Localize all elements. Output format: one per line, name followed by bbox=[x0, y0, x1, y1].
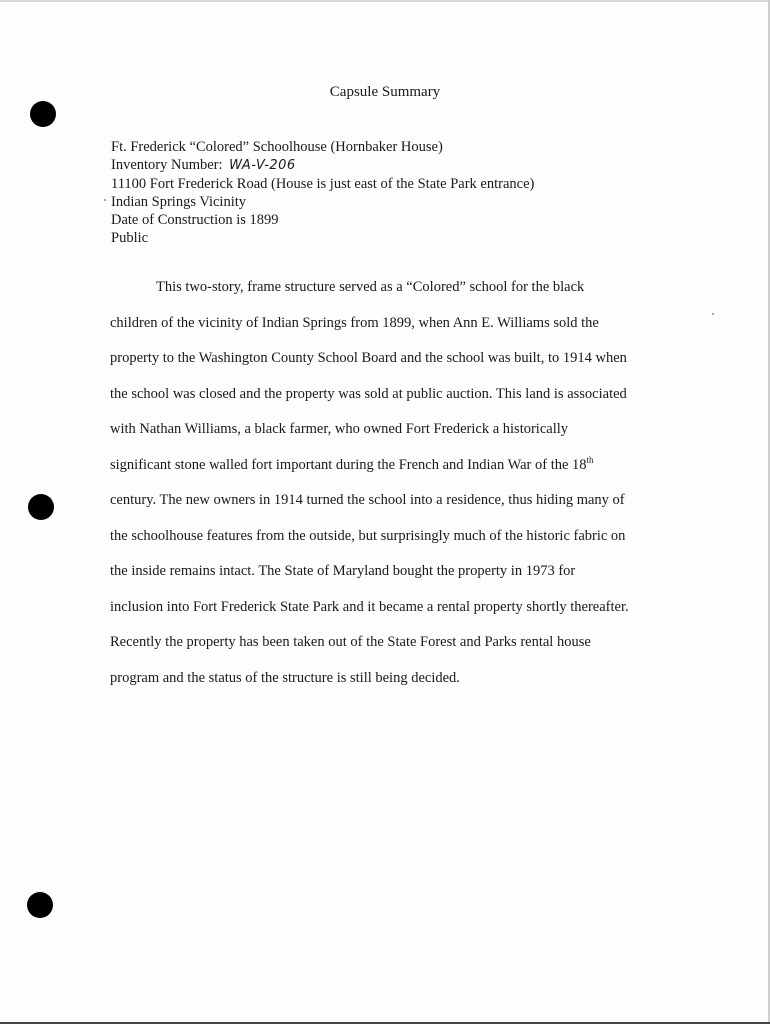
body-line: children of the vicinity of Indian Springs from 1899, when Ann E. Williams sold the bbox=[110, 314, 599, 331]
punch-hole-top bbox=[30, 101, 56, 127]
header-block bbox=[111, 138, 534, 247]
body-line: inclusion into Fort Frederick State Park and it became a rental property shortly thereafter. bbox=[110, 598, 629, 615]
scan-speck bbox=[104, 199, 106, 201]
body-line: the schoolhouse features from the outside, but surprisingly much of the historic fabric on bbox=[110, 527, 626, 544]
body-line-with-superscript bbox=[110, 448, 662, 484]
body-line-text: significant stone walled fort important during the French and Indian War of the 18 bbox=[110, 456, 587, 473]
body-line: This two-story, frame structure served as a “Colored” school for the black bbox=[156, 279, 585, 295]
summary-paragraph bbox=[110, 270, 662, 696]
header-vicinity: Indian Springs Vicinity bbox=[111, 194, 246, 210]
header-inventory bbox=[111, 156, 534, 175]
superscript-th: th bbox=[586, 454, 594, 465]
punch-hole-bottom bbox=[27, 892, 53, 918]
header-access: Public bbox=[111, 230, 149, 246]
header-construction: Date of Construction is 1899 bbox=[111, 212, 279, 228]
header-name: Ft. Frederick “Colored” Schoolhouse (Hornbaker House) bbox=[111, 139, 443, 155]
scan-edge-top bbox=[0, 0, 770, 2]
inventory-value-handwritten: WA-V-206 bbox=[229, 158, 296, 173]
body-line: program and the status of the structure is still being decided. bbox=[110, 669, 460, 686]
body-line: Recently the property has been taken out of the State Forest and Parks rental house bbox=[110, 634, 591, 650]
body-line: the school was closed and the property was sold at public auction. This land is associated bbox=[110, 385, 627, 402]
body-line: property to the Washington County School Board and the school was built, to 1914 when bbox=[110, 350, 627, 366]
body-line: century. The new owners in 1914 turned the school into a residence, thus hiding many of bbox=[110, 492, 625, 508]
header-address: 11100 Fort Frederick Road (House is just east of the State Park entrance) bbox=[111, 176, 535, 192]
page-title: Capsule Summary bbox=[329, 84, 441, 100]
body-line: the inside remains intact. The State of Maryland bought the property in 1973 for bbox=[110, 563, 576, 579]
inventory-label: Inventory Number: bbox=[111, 157, 223, 173]
scan-speck bbox=[712, 313, 714, 315]
body-line: with Nathan Williams, a black farmer, who owned Fort Frederick a historically bbox=[110, 421, 569, 437]
punch-hole-middle bbox=[28, 494, 54, 520]
